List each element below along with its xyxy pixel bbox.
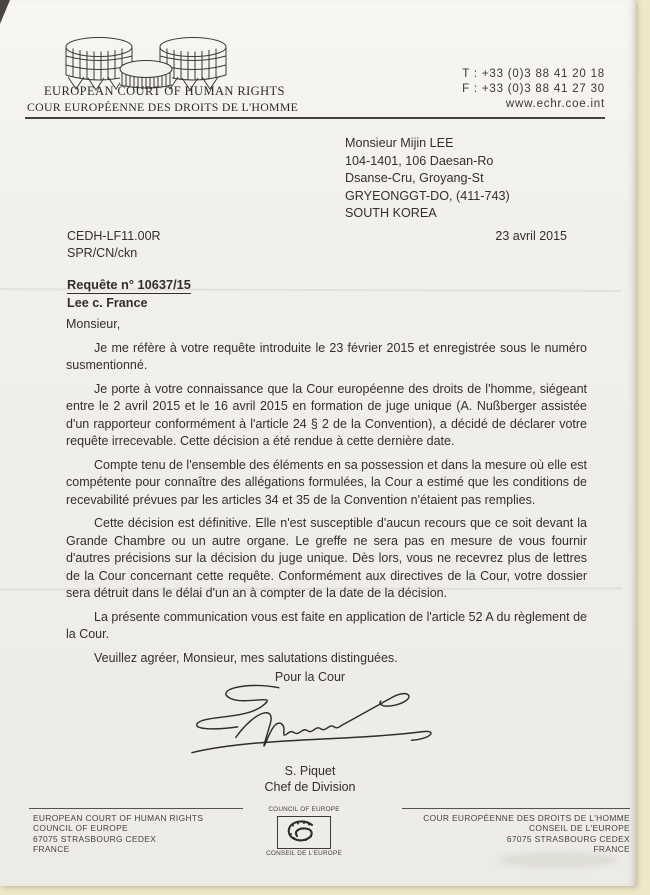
recipient-address-line: GRYEONGGT-DO, (411-743) xyxy=(345,188,510,203)
body-paragraph: Je porte à votre connaissance que la Cour européenne des droits de l'homme, siégeant entre le 2 avril 2015 et le 16 avril 2015 en formation de juge unique (A. Nußberger assistée d'un rapporteur conformément à l'article 24 § 2 de la Convention), a décidé de déclarer votre requête irrecevable. Cette décision a été rendue à cette dernière date. xyxy=(66,381,587,448)
salutation: Monsieur, xyxy=(66,317,121,331)
footer-country-fr: FRANCE xyxy=(593,844,630,855)
coe-label-en: COUNCIL OF EUROPE xyxy=(268,806,340,813)
footer-city-en: 67075 STRASBOURG CEDEX xyxy=(33,833,157,844)
recipient-address-line: 104-1401, 106 Daesan-Ro xyxy=(345,153,494,168)
recipient-address xyxy=(345,135,510,223)
scan-corner-artifact xyxy=(0,0,10,24)
reference-initials: SPR/CN/ckn xyxy=(67,246,138,260)
case-name: Lee c. France xyxy=(67,296,148,310)
footer-divider-left xyxy=(29,808,243,809)
recipient-address-line: Dsanse-Cru, Groyang-St xyxy=(345,171,484,186)
footer-divider-right xyxy=(402,808,630,809)
body-paragraph: Cette décision est définitive. Elle n'est susceptible d'aucun recours que ce soit devant la Grande Chambre ou un autre organe. Le greffe ne sera pas en mesure de vous fournir d'autres précisions sur la décision du juge unique. Dès lors, vous ne recevrez plus de lettres de la Cour concernant cette requête. Conformément aux directives de la Cour, votre dossier sera détruit dans le délai d'un an à compter de la date de la décision. xyxy=(66,516,587,600)
recipient-country: SOUTH KOREA xyxy=(345,206,437,221)
recipient-name: Monsieur Mijin LEE xyxy=(345,136,454,150)
signature-block xyxy=(185,670,435,802)
reference-code: CEDH-LF11.00R xyxy=(67,229,161,243)
footer-org-en: EUROPEAN COURT OF HUMAN RIGHTS xyxy=(33,813,204,823)
footer-council-fr: CONSEIL DE L'EUROPE xyxy=(528,823,630,834)
body-paragraph: Je me réfère à votre requête introduite le 23 février 2015 et enregistrée sous le numéro susmentionné. xyxy=(66,340,587,372)
footer-city-fr: 67075 STRASBOURG CEDEX xyxy=(506,833,630,844)
footer-council-en: COUNCIL OF EUROPE xyxy=(33,823,128,834)
signer-name: S. Piquet xyxy=(284,764,336,778)
org-name-fr: COUR EUROPÉENNE DES DROITS DE L'HOMME xyxy=(27,100,299,114)
body-paragraph: Compte tenu de l'ensemble des éléments en sa possession et dans la mesure où elle est compétente pour connaître des allégations formulées, la Cour a estimé que les conditions de recevabilité prévues par les articles 34 et 35 de la Convention n'étaient pas remplies. xyxy=(66,457,587,507)
body-paragraph: La présente communication vous est faite en application de l'article 52 A du règlement de la Cour. xyxy=(66,609,587,641)
council-of-europe-logo-icon xyxy=(277,816,331,849)
website-url: www.echr.coe.int xyxy=(505,98,605,110)
letter-body xyxy=(66,316,587,673)
closing-paragraph: Veuillez agréer, Monsieur, mes salutations distinguées. xyxy=(94,650,398,665)
org-name-en: EUROPEAN COURT OF HUMAN RIGHTS xyxy=(44,84,285,98)
contact-block xyxy=(380,67,605,112)
header-divider xyxy=(25,117,605,119)
signature-autograph xyxy=(188,682,444,766)
footer-address-en xyxy=(33,813,203,855)
letter-date: 23 avril 2015 xyxy=(495,229,567,243)
fax-number: F : +33 (0)3 88 41 27 30 xyxy=(462,83,605,95)
signer-title: Chef de Division xyxy=(264,780,356,794)
for-the-court-label: Pour la Cour xyxy=(274,670,346,684)
footer-org-fr: COUR EUROPÉENNE DES DROITS DE L'HOMME xyxy=(423,813,630,823)
footer-address-fr xyxy=(398,813,630,855)
footer-country-en: FRANCE xyxy=(33,844,70,855)
coe-label-fr: CONSEIL DE L'EUROPE xyxy=(266,850,342,857)
phone-number: T : +33 (0)3 88 41 20 18 xyxy=(462,68,605,80)
case-number-heading: Requête n° 10637/15 xyxy=(67,277,191,292)
